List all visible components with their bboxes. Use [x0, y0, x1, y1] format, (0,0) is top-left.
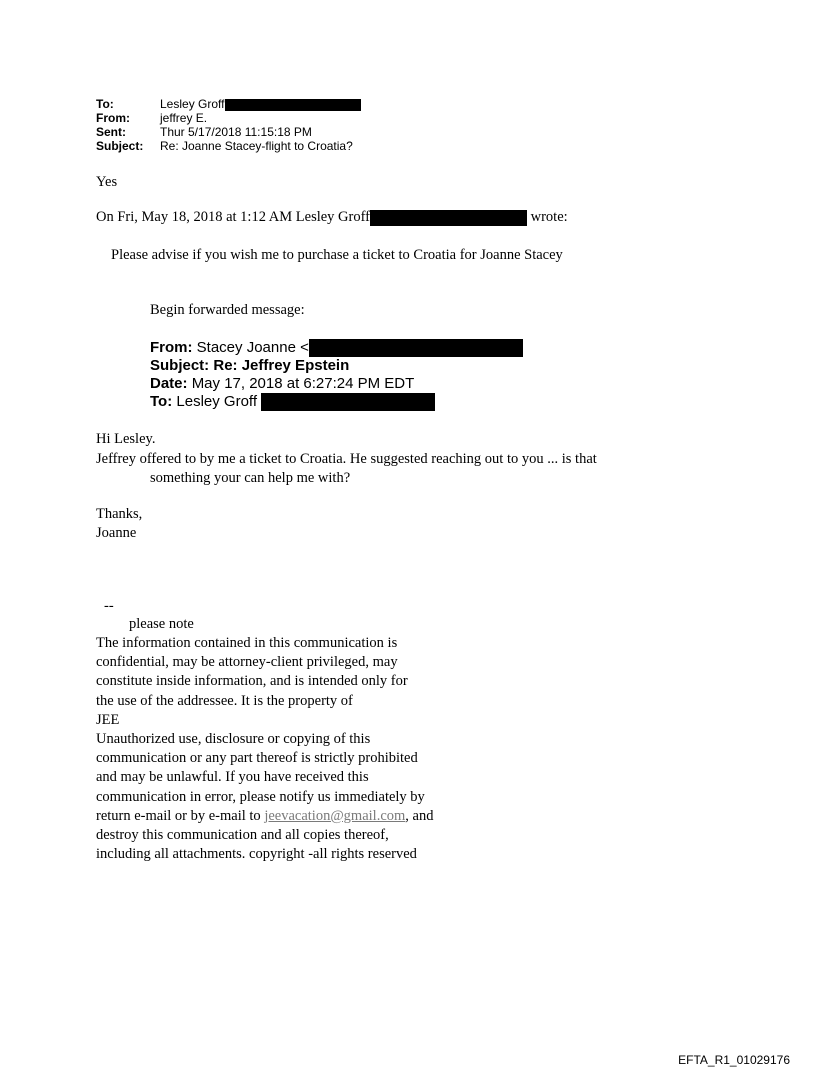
disclaimer-line: constitute inside information, and is intended only for: [96, 673, 408, 690]
greeting: Hi Lesley.: [96, 431, 156, 447]
disclaimer-line-email: [96, 807, 433, 826]
to-name: Lesley Groff: [160, 97, 225, 111]
disclaimer-line: confidential, may be attorney-client privileged, may: [96, 654, 398, 671]
quoted-text: Please advise if you wish me to purchase a ticket to Croatia for Joanne Stacey: [111, 247, 563, 263]
sent-label: Sent:: [96, 125, 126, 139]
disclaimer-line: JEE: [96, 711, 120, 728]
disclaimer-line: and may be unlawful. If you have received this: [96, 769, 369, 786]
document-id: EFTA_R1_01029176: [678, 1053, 790, 1067]
disclaimer-line: communication or any part thereof is strictly prohibited: [96, 750, 418, 767]
forward-subject: [150, 357, 349, 375]
message-line: Jeffrey offered to by me a ticket to Croatia. He suggested reaching out to you ... is that: [96, 451, 597, 467]
redaction-bar: [370, 210, 527, 226]
forward-intro: Begin forwarded message:: [150, 302, 305, 318]
disclaimer-line: the use of the addressee. It is the property of: [96, 692, 353, 709]
forward-to-label: To:: [150, 393, 173, 410]
email-link[interactable]: jeevacation@gmail.com: [264, 807, 406, 824]
forward-subject-label: Subject:: [150, 357, 210, 374]
signature-separator: --: [104, 598, 114, 614]
from-label: From:: [96, 111, 130, 125]
forward-date-value: May 17, 2018 at 6:27:24 PM EDT: [191, 375, 415, 392]
forward-date: [150, 375, 414, 393]
redaction-bar: [225, 99, 361, 111]
quote-intro-suffix: wrote:: [530, 209, 568, 225]
disclaimer-line: communication in error, please notify us immediately by: [96, 788, 425, 805]
subject-value: Re: Joanne Stacey-flight to Croatia?: [160, 139, 353, 153]
sent-value: Thur 5/17/2018 11:15:18 PM: [160, 125, 312, 139]
reply-text: Yes: [96, 174, 118, 190]
forward-from: [150, 339, 523, 357]
signature: Joanne: [96, 525, 137, 541]
to-label: To:: [96, 97, 114, 111]
to-value: [160, 97, 361, 111]
forward-from-label: From:: [150, 339, 193, 356]
from-value: jeffrey E.: [160, 111, 208, 125]
redaction-bar: [309, 339, 523, 357]
disclaimer-note: please note: [129, 616, 194, 632]
email-header: [96, 97, 496, 157]
disclaimer-line: Unauthorized use, disclosure or copying of this: [96, 731, 371, 748]
signoff: Thanks,: [96, 506, 143, 522]
forward-date-label: Date:: [150, 375, 188, 392]
subject-label: Subject:: [96, 139, 144, 153]
forward-subject-value: Re: Jeffrey Epstein: [213, 357, 350, 374]
disclaimer-line: including all attachments. copyright -all rights reserved: [96, 846, 417, 863]
quote-intro-prefix: On Fri, May 18, 2018 at 1:12 AM Lesley Groff: [96, 209, 370, 225]
message-line: something your can help me with?: [150, 470, 351, 486]
redaction-bar: [261, 393, 435, 411]
email-prefix: return e-mail or by e-mail to: [96, 807, 265, 824]
forward-from-value: Stacey Joanne <: [196, 339, 309, 356]
disclaimer-line: The information contained in this communication is: [96, 635, 398, 651]
disclaimer: [96, 634, 433, 864]
email-suffix: , and: [405, 807, 434, 824]
forward-to-value: Lesley Groff: [176, 393, 257, 410]
quote-intro: [96, 209, 568, 226]
forward-to: [150, 393, 435, 411]
disclaimer-line: destroy this communication and all copies thereof,: [96, 827, 389, 844]
